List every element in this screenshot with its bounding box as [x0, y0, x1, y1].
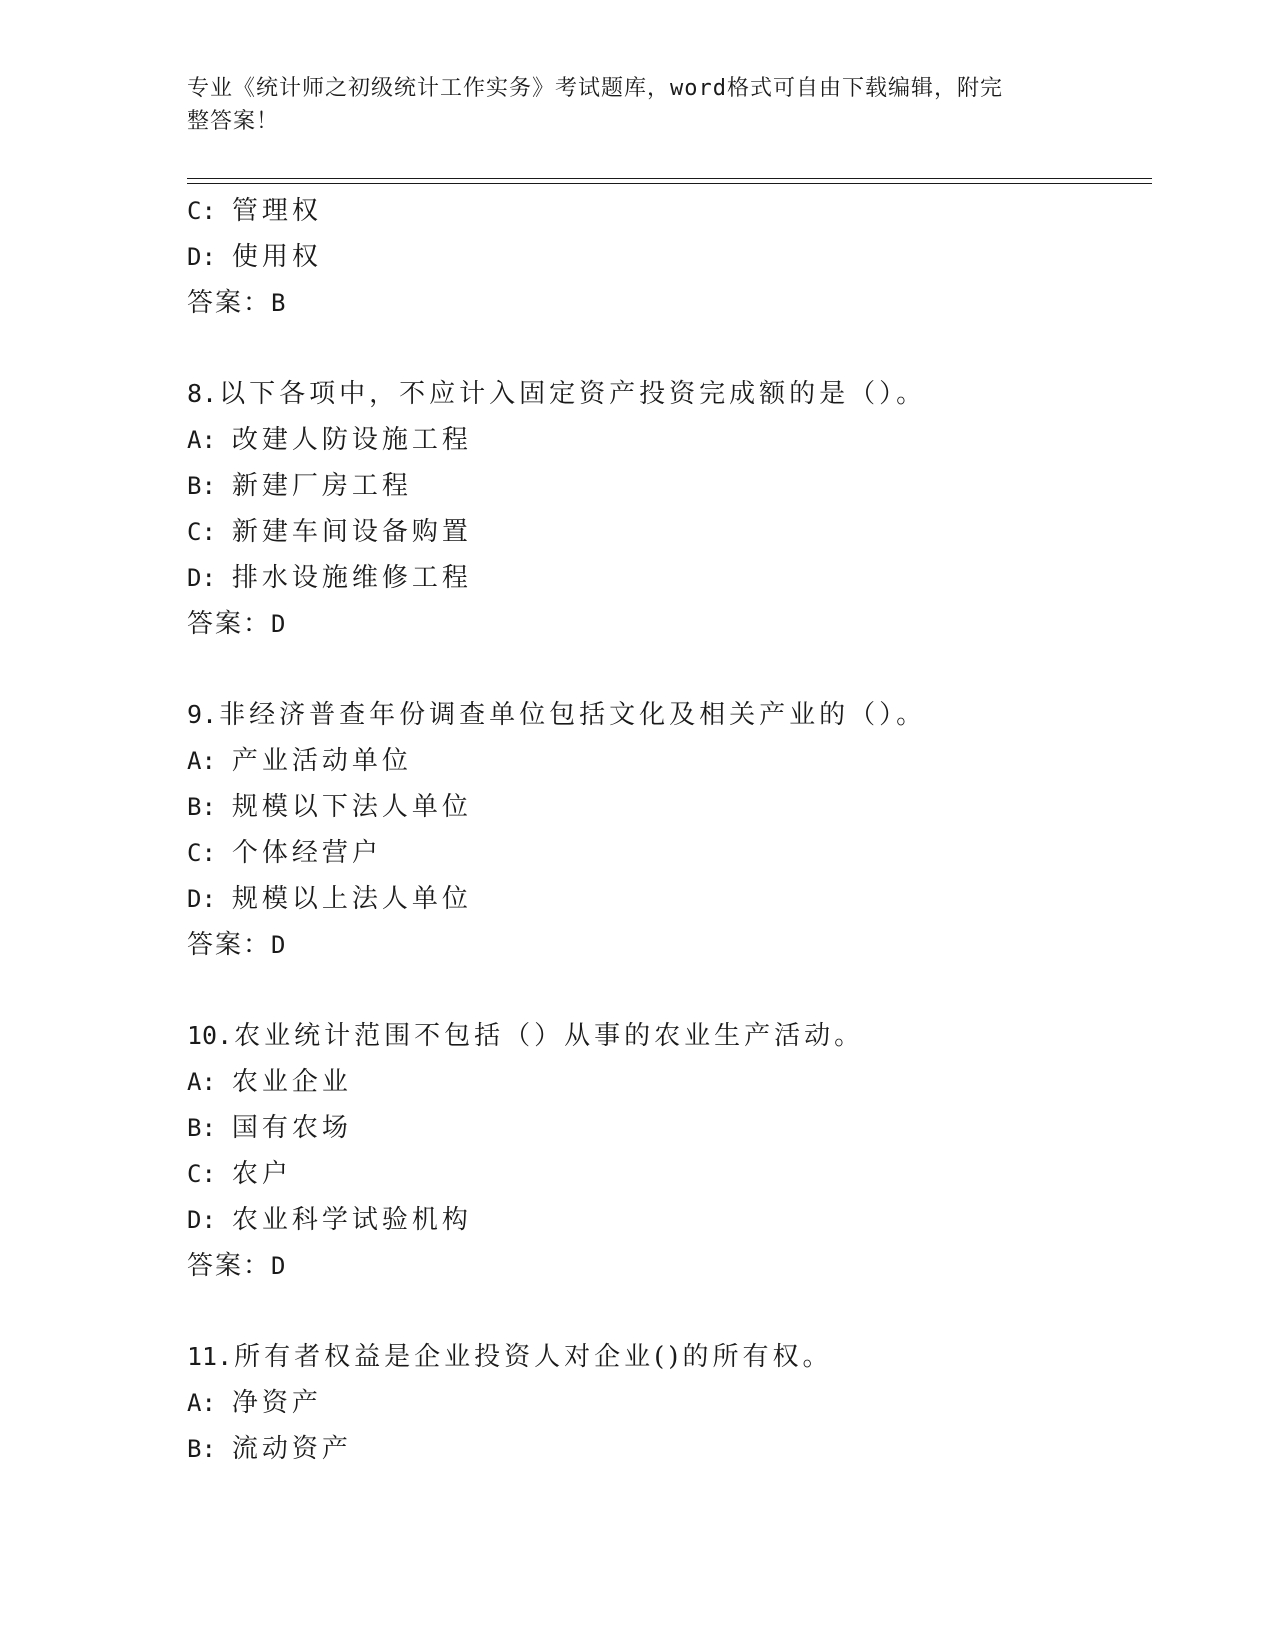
option-text: 新建厂房工程	[231, 471, 412, 501]
answer-label: 答案：	[187, 1251, 272, 1281]
option-row	[187, 876, 1147, 922]
option-row	[187, 1380, 1147, 1426]
question-stem	[187, 1334, 1147, 1380]
option-text: 产业活动单位	[231, 746, 412, 776]
option-key: C:	[187, 1160, 216, 1188]
header-divider-bottom	[187, 183, 1152, 184]
option-key: A:	[187, 1068, 216, 1096]
document-header	[187, 72, 1087, 138]
previous-question-tail	[187, 188, 1147, 326]
spacer	[187, 968, 1147, 1013]
question-stem	[187, 692, 1147, 738]
question-stem	[187, 1013, 1147, 1059]
option-key: A:	[187, 747, 216, 775]
option-row	[187, 509, 1147, 555]
header-line-2: 整答案！	[187, 109, 280, 134]
question-number: 11.	[187, 1342, 233, 1371]
option-row	[187, 463, 1147, 509]
option-text: 改建人防设施工程	[231, 425, 472, 455]
question-number: 9.	[187, 700, 218, 729]
question-text: 农业统计范围不包括（）从事的农业生产活动。	[234, 1021, 865, 1051]
option-row	[187, 555, 1147, 601]
question-text: 所有者权益是企业投资人对企业()的所有权。	[234, 1342, 833, 1372]
option-key: D:	[187, 885, 216, 913]
option-key: D:	[187, 564, 216, 592]
header-line-1: 专业《统计师之初级统计工作实务》考试题库，word格式可自由下载编辑，附完	[187, 76, 1003, 101]
option-row	[187, 1059, 1147, 1105]
option-key: B:	[187, 1114, 216, 1142]
question-list	[187, 188, 1147, 1472]
answer-row	[187, 280, 1147, 326]
option-text: 排水设施维修工程	[231, 563, 472, 593]
question-block	[187, 371, 1147, 647]
answer-value: D	[271, 1252, 286, 1280]
option-text: 流动资产	[231, 1434, 352, 1464]
question-number: 10.	[187, 1021, 233, 1050]
option-key: D:	[187, 243, 216, 271]
option-text: 管理权	[231, 196, 322, 226]
question-stem	[187, 371, 1147, 417]
answer-value: D	[271, 931, 286, 959]
option-key: A:	[187, 426, 216, 454]
option-row	[187, 188, 1147, 234]
option-row	[187, 738, 1147, 784]
question-block	[187, 1013, 1147, 1289]
question-text: 非经济普查年份调查单位包括文化及相关产业的（）。	[219, 700, 927, 730]
option-text: 农业科学试验机构	[231, 1205, 472, 1235]
question-number: 8.	[187, 379, 218, 408]
option-row	[187, 1426, 1147, 1472]
option-key: C:	[187, 839, 216, 867]
option-text: 规模以上法人单位	[231, 884, 472, 914]
question-block	[187, 1334, 1147, 1472]
option-key: C:	[187, 197, 216, 225]
answer-label: 答案：	[187, 609, 272, 639]
answer-row	[187, 922, 1147, 968]
option-text: 农户	[231, 1159, 292, 1189]
spacer	[187, 1289, 1147, 1334]
option-text: 净资产	[231, 1388, 322, 1418]
option-key: C:	[187, 518, 216, 546]
question-text: 以下各项中，不应计入固定资产投资完成额的是（）。	[219, 379, 927, 409]
option-row	[187, 784, 1147, 830]
option-text: 国有农场	[231, 1113, 352, 1143]
answer-label: 答案：	[187, 288, 272, 318]
spacer	[187, 326, 1147, 371]
option-text: 新建车间设备购置	[231, 517, 472, 547]
option-text: 个体经营户	[231, 838, 382, 868]
option-key: D:	[187, 1206, 216, 1234]
answer-value: D	[271, 610, 286, 638]
header-divider-top	[187, 178, 1152, 179]
option-row	[187, 234, 1147, 280]
option-text: 使用权	[231, 242, 322, 272]
answer-label: 答案：	[187, 930, 272, 960]
option-row	[187, 1197, 1147, 1243]
answer-row	[187, 1243, 1147, 1289]
option-key: A:	[187, 1389, 216, 1417]
option-row	[187, 417, 1147, 463]
answer-value: B	[271, 289, 286, 317]
option-text: 规模以下法人单位	[231, 792, 472, 822]
option-key: B:	[187, 1435, 216, 1463]
option-text: 农业企业	[231, 1067, 352, 1097]
spacer	[187, 647, 1147, 692]
question-block	[187, 692, 1147, 968]
option-row	[187, 830, 1147, 876]
option-key: B:	[187, 793, 216, 821]
option-row	[187, 1105, 1147, 1151]
answer-row	[187, 601, 1147, 647]
option-row	[187, 1151, 1147, 1197]
option-key: B:	[187, 472, 216, 500]
